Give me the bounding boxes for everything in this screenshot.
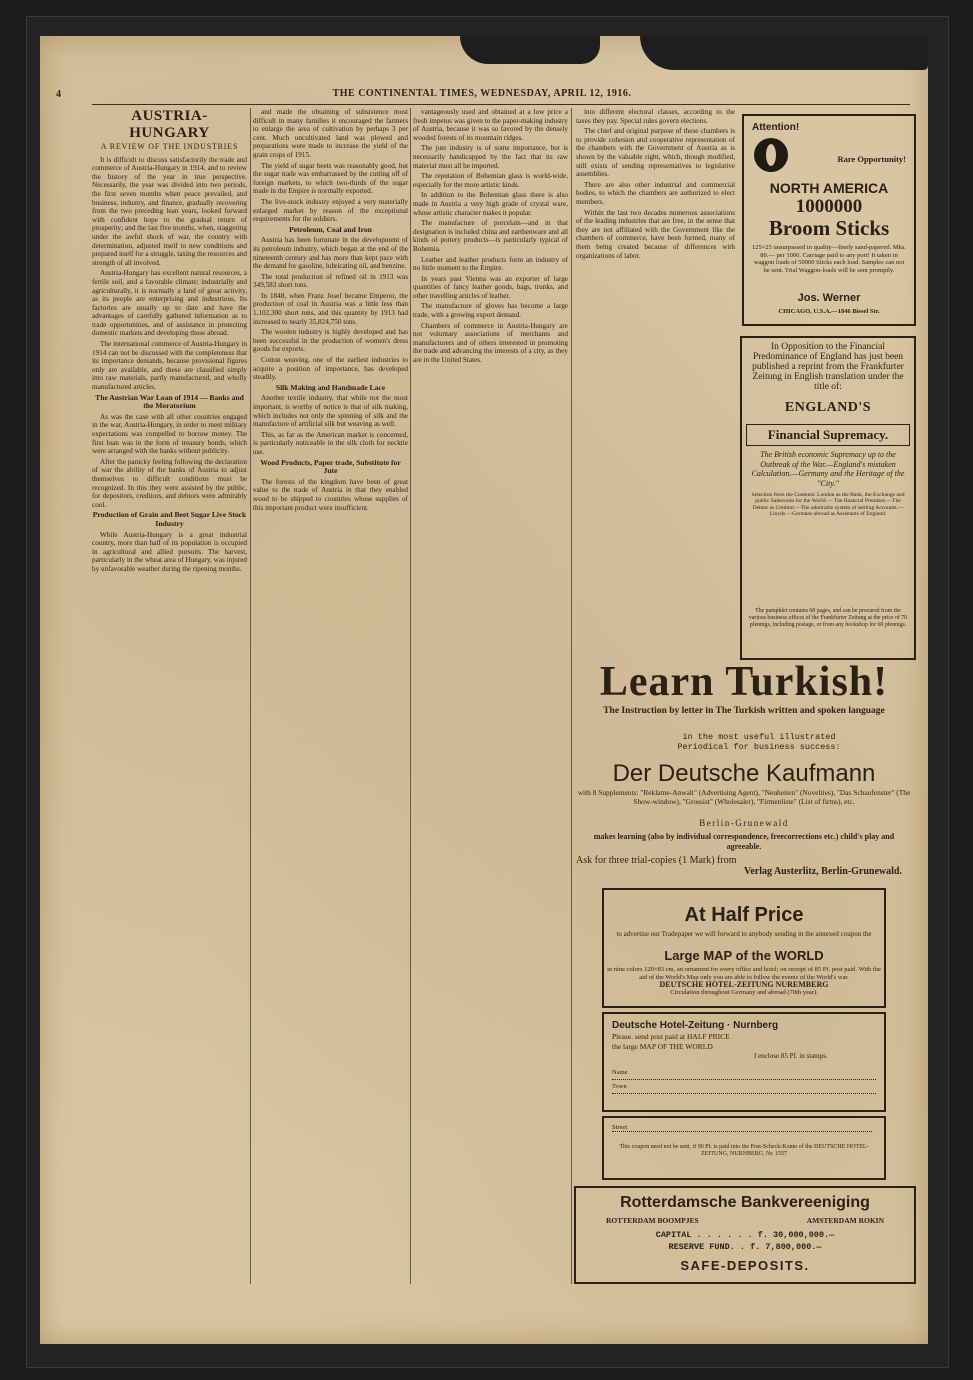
ad-address: CHICAGO, U.S.A.—1846 Bissel Str. <box>778 308 880 315</box>
ad-italic-text: The British economic Supremacy up to the Outbreak of the War.—England's mistaken Calculation.—Germany and the Heritage of the "City." <box>751 450 905 488</box>
coupon-field-name: Name <box>612 1066 876 1080</box>
ad-details: in nine colors 120×83 cm, an ornament for every office and hotel; on receipt of 85 Pf. post paid. With the aid of the World's Map only you are able to follow the events of the World's war. <box>607 966 881 981</box>
paragraph: While Austria-Hungary is a great industrial country, more than half of its population is occupied in agricultural and allied pursuits. The harvest, particularly in the wheat area of Hungary, was injured by unfavorable weather during the ripening months. <box>92 530 247 573</box>
torn-edge <box>460 36 600 64</box>
ad-headline: At Half Price <box>684 904 804 926</box>
paragraph: The international commerce of Austria-Hungary in 1914 can not be discussed with the completeness that its importance demands, because provisional figures only are available, and these are classified simply into raw materials, partly manufactured, and wholly manufactured articles. <box>92 340 247 392</box>
column-divider <box>250 108 251 1284</box>
paragraph: The manufacture of gloves has become a large trade, with a growing export demand. <box>413 302 568 320</box>
ad-makes: makes learning (also by individual correspondence, freecorrections etc.) child's play and agreeable. <box>593 832 895 851</box>
ad-paper: DEUTSCHE HOTEL-ZEITUNG NUREMBERG <box>659 980 829 989</box>
ad-pamphlet-info: The pamphlet contains 68 pages, and can be procured from the various business offices of the Frankfurter Zeitung at the price of 70 pfennigs, including postage, or from any bookshop for 60 pfennigs. <box>748 608 908 628</box>
ad-company: Jos. Werner <box>797 292 861 304</box>
coupon-line: Please. send post paid at HALF PRICE <box>612 1032 730 1041</box>
paragraph: Cotton weaving, one of the earliest industries to acquire a position of importance, has developed steadily. <box>253 356 408 382</box>
bank-reserve: RESERVE FUND. . f. 7,800,000.— <box>668 1242 822 1252</box>
torn-edge <box>640 36 928 70</box>
ad-title-england: ENGLAND'S <box>784 400 872 415</box>
ad-product: Broom Sticks <box>768 216 890 240</box>
paragraph: As was the case with all other countries engaged in the war, Austria-Hungary, in order to meet military expectations was compelled to borrow money. The first loan was in the form of treasury bonds, which were arranged with the banks without publicity. <box>92 412 247 456</box>
paragraph: There are also other industrial and commercial bodies, to which the chambers are authorized to elect members. <box>576 180 735 206</box>
ad-england-pamphlet <box>740 336 916 660</box>
ad-coupon-footer <box>602 1116 886 1180</box>
paragraph: The jute industry is of some importance, but is necessarily handicapped by the fact that its raw material must all be imported. <box>413 144 568 170</box>
coupon-enclose: I enclose 85 Pf. in stamps. <box>754 1052 828 1060</box>
article-column-2 <box>253 108 408 1284</box>
bank-safe-deposits: SAFE-DEPOSITS. <box>680 1258 810 1273</box>
ad-paper-name: Der Deutsche Kaufmann <box>612 760 876 787</box>
ad-details: 125×25 unsurpassed in quality—finely sand-papered. Mks. 80.— per 1000. Carriage paid to any port! It taken in waggon loads of 50000 Sticks each load. Samples can not be sent. Trial Waggon-loads will be sent promptly. <box>751 244 907 274</box>
section-heading: Production of Grain and Beet Sugar Live Stock Industry <box>92 510 247 528</box>
paragraph: This, as far as the American market is concerned, is particularly noticeable in the silk cloth for necktie use. <box>253 430 408 456</box>
paragraph: Austria-Hungary has excellent natural resources, a fertile soil, and a favorable climate; industrially and agriculturally, it is normally a land of great activity, as its people are enterprising and industrious. Its factories are usually up to date and have the advantages of carefully gathered information as to trade opportunities, and of assistance in protecting domestic markets and developing those abroad. <box>92 269 247 338</box>
ad-learn-turkish <box>576 658 912 878</box>
paragraph: into different electoral classes, according to the taxes they pay. Special rules govern elections. <box>576 108 735 125</box>
ad-rotterdam-bank <box>574 1186 916 1284</box>
ad-periodical: in the most useful illustrated Periodical for business success: <box>677 732 841 752</box>
ad-headline: Learn Turkish! <box>599 659 889 705</box>
bank-cities <box>606 1216 884 1225</box>
article-column-1 <box>92 108 247 1284</box>
paragraph: and made the obtaining of subsistence most difficult in many families it encouraged the farmers to enlarge the area of cultivation by perhaps 3 per cent. Much uncultivated land was plowed and preparations were made to increase the yield of the grain crops of 1915. <box>253 108 408 159</box>
ad-title-financial: Financial Supremacy. <box>746 424 910 446</box>
paragraph: In years past Vienna was an exporter of large quantities of fancy leather goods, bags, trunks, and other travelling articles of leather. <box>413 274 568 300</box>
paragraph: After the panicky feeling following the declaration of war the ability of the banks of Austria to adjust themselves to difficult conditions must be recognized. In this they were assisted by the public, for depositors, creditors, and debtors were admirably cool. <box>92 457 247 509</box>
paragraph: Chambers of commerce in Austria-Hungary are not voluntary associations of merchants and manufacturers and of others interested in promoting the trade and advancing the interests of a city, as they are in the United States. <box>413 321 568 365</box>
ad-instruction: The Instruction by letter in The Turkish written and spoken language <box>603 706 885 716</box>
ad-supplements: with 8 Supplements: "Reklame-Anwalt" (Advertising Agent), "Neuheiten" (Novelties), "Das Schaufenster" (The Show-window), "Grossist" (Wholesaler), "Firmenliste" (List of firms), etc. <box>577 788 911 806</box>
ad-circulation: Circulation throughout Germany and abroad (70th year). <box>670 988 818 996</box>
paragraph: vantageously used and obtained at a low price a fresh impetus was given to the paper-making industry of Austria, because it was so favored by the densely wooded forests of its mountain ridges. <box>413 108 568 142</box>
ad-rare-label: Rare Opportunity! <box>837 154 906 164</box>
column-divider <box>410 108 411 1284</box>
paragraph: The reputation of Bohemian glass is world-wide, especially for the more artistic kinds. <box>413 172 568 189</box>
paragraph: It is difficult to discuss satisfactorily the trade and commerce of Austria-Hungary in 1914, and to review the history of the year in true perspective. Necessarily, the year was divided into two periods, the first seven months when peace prevailed, and business, industry, and finance, gradually recovering from the two preceding lean years, looked forward with confident hope to the gradual return of prosperity; and the last five months, when, staggering under the awful shock of war, the country with determination, adjusted itself to new conditions and prepared itself for a struggle, taxing the resources and strength of all involved. <box>92 155 247 267</box>
paragraph: In 1848, when Franz Josef became Emperor, the production of coal in Austria was a little less than 1,102,300 short tons, and this quantity by 1913 had increased to nearly 35,824,750 tons. <box>253 291 408 326</box>
paragraph: The live-stock industry enjoyed a very materially enlarged market by reason of the exceptional requirements for the soldiers. <box>253 197 408 224</box>
paragraph: Austria has been fortunate in the development of its petroleum industry, which began at the end of the nineteenth century and has more than kept pace with the demand for gasoline, lubricating oil, and benzine. <box>253 236 408 271</box>
paragraph: Within the last two decades numerous associations of the leading industries that are free, in the sense that they are not affiliated with the Government like the chambers of commerce, have been formed, many of them being created because of differences with organizations of labor. <box>576 208 735 260</box>
ad-city: Berlin-Grunewald <box>699 818 789 828</box>
masthead-rule <box>92 104 910 105</box>
coupon-field-street: Street <box>612 1124 872 1132</box>
paragraph: Another textile industry, that while not the most important, is worthy of notice is that of silk making, which includes not only the spinning of silk and the manufacture of artificial silk but weaving as well. <box>253 394 408 429</box>
coupon-line: the large MAP OF THE WORLD <box>612 1042 713 1051</box>
section-heading: Silk Making and Handmade Lace <box>275 382 386 392</box>
ad-broom-sticks <box>742 114 916 326</box>
coupon-note: This coupon need not be sent, if 90 Pf. is paid into the Post-Scheck-Konto of the DEUTSCHE HOTEL-ZEITUNG, NURNBERG, Nr. 1557 <box>619 1144 869 1157</box>
masthead <box>48 88 916 104</box>
article-column-3 <box>413 108 568 1284</box>
section-heading: Wood Products, Paper trade, Substitute for Jute <box>260 457 401 476</box>
ad-region: NORTH AMERICA <box>769 180 889 196</box>
paragraph: The yield of sugar beets was reasonably good, but the sugar trade was embarrassed by the cutting off of foreign markets, to which two-thirds of the sugar made in the Empire is normally exported. <box>253 161 408 196</box>
ad-attention-label: Attention! <box>752 122 800 133</box>
yin-yang-logo-icon <box>754 138 788 172</box>
ad-quantity: 1000000 <box>795 196 863 217</box>
paragraph: The chief and original purpose of these chambers is to provide cohesion and cooperative representation of the chambers with the Government of Austria as is shown by the valuable right, which, though modified, still exists of sending representatives to legislative assemblies. <box>576 127 735 179</box>
section-heading: The Austrian War Loan of 1914 — Banks and the Moratorium <box>95 392 244 411</box>
ad-intro: In Opposition to the Financial Predominance of England has just been published a reprint from the Frankfurter Zeitung in English translation under the title of: <box>752 342 904 392</box>
paragraph: The manufacture of porcelain—and in that designation is included china and earthenware and all kinds of pottery products—is particularly typical of Bohemia. <box>413 219 568 253</box>
ad-contents: Selection from the Contents: London as the Bank, the Exchange and public Salesroom for the World.— The financial Premises.—The Debtor as Creditor.—The admirable system of settling Accounts.—Lloyds.—Germans abroad as Assistants of England. <box>751 492 905 518</box>
ad-map-details <box>604 966 884 996</box>
paragraph: In addition to the Bohemian glass there is also made in Austria a very high grade of crystal ware, whose artistic character makes it popular. <box>413 191 568 217</box>
bank-city-rotterdam: ROTTERDAM BOOMPJES <box>606 1216 699 1225</box>
page-number: 4 <box>56 89 61 100</box>
ad-map-title: Large MAP of the WORLD <box>664 948 824 963</box>
article-title: AUSTRIA-HUNGARY <box>129 108 210 141</box>
ad-advertise: to advertise our Tradepaper we will forward to anybody sending in the annexed coupon the <box>616 930 872 938</box>
article-column-4 <box>576 108 735 588</box>
column-divider <box>571 108 572 1284</box>
paragraph: The forests of the kingdom have been of great value to the trade of Austria in that they enabled wood to be shipped to countries whose supplies of this important product were insufficient. <box>253 477 408 512</box>
ad-half-price-map <box>602 888 886 1008</box>
bank-capital: CAPITAL . . . . . . f. 30,000,000.— <box>655 1230 835 1240</box>
coupon-title: Deutsche Hotel-Zeitung · Nurnberg <box>612 1020 779 1031</box>
coupon-fields <box>612 1066 876 1094</box>
paragraph: The total production of refined oil in 1913 was 349,583 short tons. <box>253 272 408 290</box>
bank-name: Rotterdamsche Bankvereeniging <box>620 1194 870 1211</box>
ad-coupon <box>602 1012 886 1112</box>
paragraph: Leather and leather products form an industry of no little moment to the Empire. <box>413 255 568 273</box>
ad-ask: Ask for three trial-copies (1 Mark) from <box>576 855 737 866</box>
article-subtitle: A REVIEW OF THE INDUSTRIES <box>100 142 239 151</box>
coupon-field-town: Town <box>612 1080 876 1094</box>
bank-city-amsterdam: AMSTERDAM ROKIN <box>806 1216 884 1225</box>
masthead-title: THE CONTINENTAL TIMES, WEDNESDAY, APRIL 12, 1916. <box>332 88 632 99</box>
ad-publisher: Verlag Austerlitz, Berlin-Grunewald. <box>744 866 902 877</box>
section-heading: Petroleum, Coal and Iron <box>289 224 372 234</box>
paragraph: The woolen industry is highly developed and has been successful in the production of women's dress goods for exports. <box>253 328 408 354</box>
